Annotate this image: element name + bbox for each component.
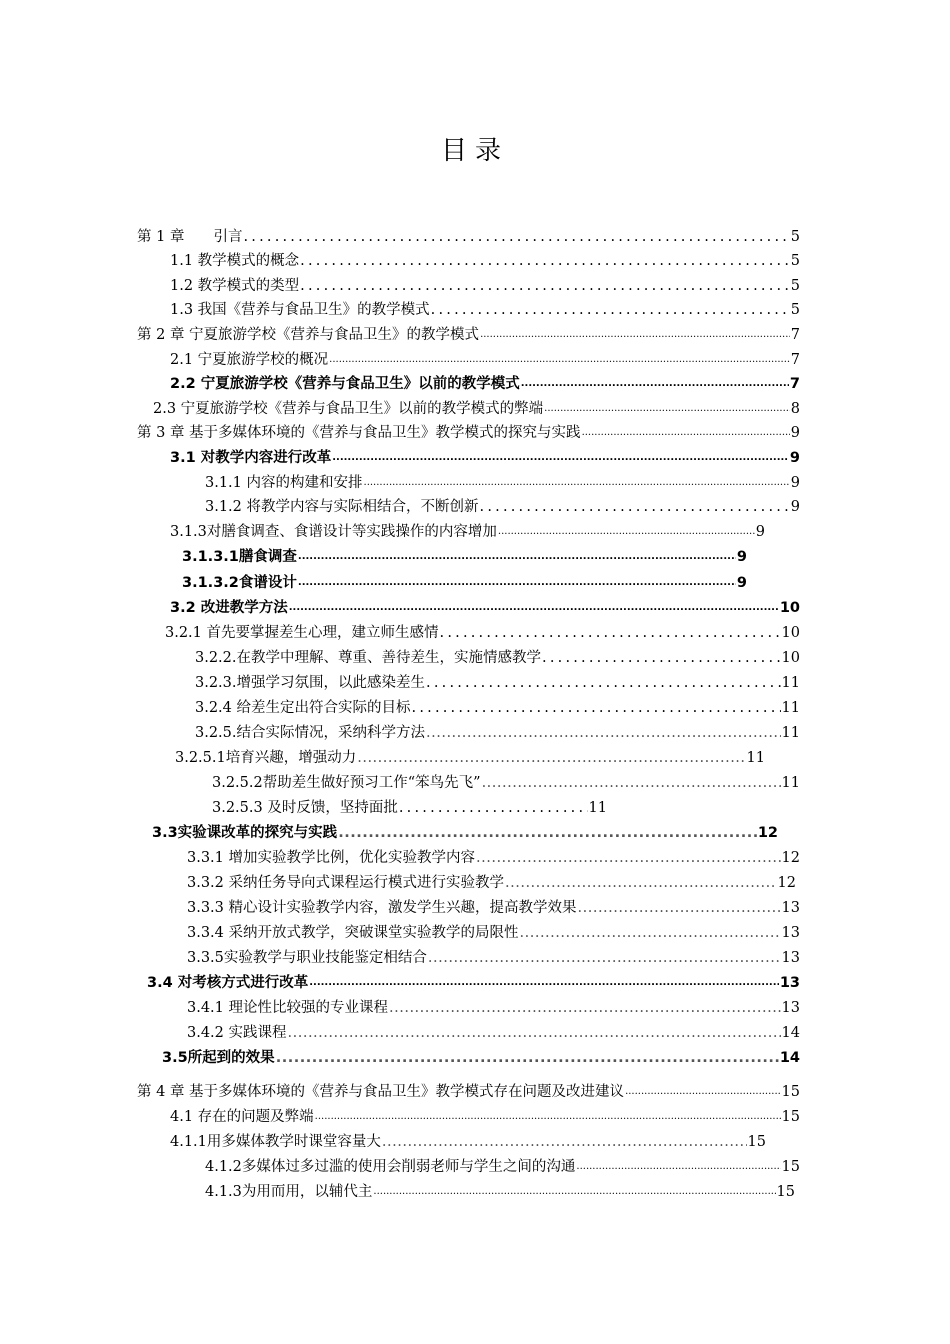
toc-entry-label: 3.2.3.增强学习氛围，以此感染差生 — [195, 675, 426, 691]
toc-entry-page: 15 — [776, 1184, 795, 1200]
toc-entry[interactable] — [187, 947, 800, 969]
toc-entry-page: 15 — [781, 1159, 800, 1175]
dot-leader — [582, 422, 790, 444]
toc-entry-page: 10 — [781, 625, 800, 641]
toc-entry[interactable] — [187, 1022, 800, 1044]
toc-entry[interactable] — [195, 697, 800, 719]
toc-entry[interactable] — [170, 1106, 800, 1128]
toc-entry-label: 3.2.1 首先要掌握差生心理，建立师生感情 — [165, 625, 439, 641]
dot-leader — [544, 398, 790, 420]
toc-entry-label: 3.1.1 内容的构建和安排 — [205, 475, 363, 491]
toc-entry-page: 11 — [781, 700, 800, 716]
toc-entry-label: 4.1.3为用而用，以辅代主 — [205, 1184, 373, 1200]
toc-entry-page: 5 — [790, 278, 800, 294]
dot-leader — [498, 521, 755, 543]
toc-entry-label: 3.2.5.2帮助差生做好预习工作“笨鸟先飞” — [212, 775, 481, 791]
toc-entry-page: 9 — [790, 425, 800, 441]
toc-entry-label: 3.5所起到的效果 — [162, 1050, 275, 1066]
toc-entry[interactable] — [170, 299, 800, 321]
toc-entry-page: 11 — [746, 750, 765, 766]
toc-entry-label: 1.1 教学模式的概念 — [170, 253, 300, 269]
toc-entry-label: 1.2 教学模式的类型 — [170, 278, 300, 294]
toc-entry-page: 13 — [781, 900, 800, 916]
toc-entry[interactable] — [205, 1156, 800, 1178]
dot-leader — [364, 472, 790, 494]
toc-entry-label: 3.2.4 给差生定出符合实际的目标 — [195, 700, 411, 716]
dot-leader — [300, 250, 790, 272]
toc-entry[interactable] — [153, 398, 800, 420]
toc-entry-page: 13 — [781, 925, 800, 941]
toc-entry-label: 3.2.2.在教学中理解、尊重、善待差生，实施情感教学 — [195, 650, 542, 666]
toc-entry-page: 7 — [790, 352, 800, 368]
toc-entry[interactable] — [182, 546, 747, 568]
dot-leader — [289, 597, 779, 619]
dot-leader — [309, 972, 779, 994]
dot-leader — [576, 1156, 780, 1178]
toc-entry-page: 8 — [790, 401, 800, 417]
toc-entry-label: 4.1.1用多媒体教学时课堂容量大 — [170, 1134, 381, 1150]
toc-entry-label: 3.1.3对膳食调查、食谱设计等实践操作的内容增加 — [170, 524, 497, 540]
toc-entry-label: 3.2.5.结合实际情况，采纳科学方法 — [195, 725, 426, 741]
toc-entry-label: 第 3 章 基于多媒体环境的《营养与食品卫生》教学模式的探究与实践 — [137, 425, 581, 441]
dot-leader — [315, 1106, 781, 1128]
dot-leader — [288, 1022, 781, 1044]
toc-entry[interactable] — [187, 847, 800, 869]
toc-entry-label: 3.2.5.3 及时反馈，坚持面批 — [212, 800, 398, 816]
toc-entry[interactable] — [212, 797, 607, 819]
dot-leader — [298, 546, 736, 568]
toc-entry[interactable] — [170, 1131, 766, 1153]
toc-entry-page: 7 — [789, 376, 800, 392]
toc-entry-label: 2.3 宁夏旅游学校《营养与食品卫生》以前的教学模式的弊端 — [153, 401, 544, 417]
toc-entry-page: 13 — [781, 950, 800, 966]
toc-entry-page: 5 — [790, 302, 800, 318]
toc-entry-page: 10 — [781, 650, 800, 666]
toc-entry-page: 9 — [736, 575, 747, 591]
toc-entry-page: 12 — [781, 850, 800, 866]
toc-entry-page: 15 — [781, 1084, 800, 1100]
toc-entry[interactable] — [195, 647, 800, 669]
dot-leader — [332, 447, 789, 469]
dot-leader — [298, 572, 736, 594]
toc-entry[interactable] — [195, 672, 800, 694]
toc-entry-page: 15 — [781, 1109, 800, 1125]
toc-entry[interactable] — [195, 722, 800, 744]
toc-entry-page: 7 — [790, 327, 800, 343]
toc-entry-page: 12 — [777, 875, 796, 891]
toc-entry-label: 3.1.3.1膳食调查 — [182, 549, 297, 565]
dot-leader — [431, 299, 790, 321]
toc-entry-label: 3.3.4 采纳开放式教学，突破课堂实验教学的局限性 — [187, 925, 519, 941]
toc-entry-label: 3.3.5实验教学与职业技能鉴定相结合 — [187, 950, 427, 966]
dot-leader — [505, 872, 777, 894]
toc-entry-label: 第 4 章 基于多媒体环境的《营养与食品卫生》教学模式存在问题及改进建议 — [137, 1084, 625, 1100]
toc-entry-page: 10 — [779, 600, 800, 616]
toc-entry-page: 14 — [781, 1025, 800, 1041]
toc-entry[interactable] — [170, 373, 800, 395]
toc-entry[interactable] — [205, 472, 800, 494]
dot-leader — [578, 897, 781, 919]
dot-leader — [440, 622, 781, 644]
page-title: 目录 — [440, 136, 509, 166]
toc-entry[interactable] — [137, 226, 800, 248]
dot-leader — [542, 647, 781, 669]
toc-entry-label: 3.3.3 精心设计实验教学内容，激发学生兴趣，提高教学效果 — [187, 900, 577, 916]
toc-entry[interactable] — [152, 822, 778, 844]
toc-entry-page: 9 — [789, 450, 800, 466]
toc-entry[interactable] — [182, 572, 747, 594]
dot-leader — [389, 997, 781, 1019]
dot-leader — [476, 847, 781, 869]
toc-entry-label: 3.4.1 理论性比较强的专业课程 — [187, 1000, 389, 1016]
toc-entry[interactable] — [137, 324, 800, 346]
dot-leader — [373, 1181, 775, 1203]
toc-entry-label: 2.2 宁夏旅游学校《营养与食品卫生》以前的教学模式 — [170, 376, 520, 392]
dot-leader — [426, 722, 781, 744]
dot-leader — [521, 373, 789, 395]
toc-entry-label: 3.2.5.1培育兴趣，增强动力 — [175, 750, 357, 766]
toc-entry-label: 3.2 改进教学方法 — [170, 600, 288, 616]
toc-entry-page: 11 — [781, 675, 800, 691]
toc-entry-page: 14 — [779, 1050, 800, 1066]
toc-entry-label: 3.4.2 实践课程 — [187, 1025, 287, 1041]
toc-entry-page: 11 — [588, 800, 607, 816]
toc-entry[interactable] — [187, 922, 800, 944]
toc-entry-label: 3.1.2 将教学内容与实际相结合，不断创新 — [205, 499, 479, 515]
dot-leader — [399, 797, 588, 819]
dot-leader — [329, 349, 790, 371]
dot-leader — [412, 697, 781, 719]
toc-entry[interactable] — [187, 897, 800, 919]
toc-entry-page: 5 — [790, 229, 800, 245]
toc-entry-label: 3.4 对考核方式进行改革 — [147, 975, 309, 991]
toc-entry-label: 第 2 章 宁夏旅游学校《营养与食品卫生》的教学模式 — [137, 327, 480, 343]
toc-entry[interactable] — [170, 250, 800, 272]
toc-entry-label: 3.1.3.2食谱设计 — [182, 575, 297, 591]
dot-leader — [338, 822, 757, 844]
toc-entry[interactable] — [187, 872, 796, 894]
toc-entry[interactable] — [170, 275, 800, 297]
toc-entry-label: 第 1 章 引言 — [137, 229, 243, 245]
dot-leader — [480, 324, 790, 346]
dot-leader — [382, 1131, 747, 1153]
dot-leader — [625, 1081, 780, 1103]
toc-entry[interactable] — [170, 597, 800, 619]
toc-entry-label: 3.1 对教学内容进行改革 — [170, 450, 332, 466]
toc-entry-page: 11 — [781, 725, 800, 741]
toc-entry[interactable] — [165, 622, 800, 644]
toc-entry-label: 4.1.2多媒体过多过滥的使用会削弱老师与学生之间的沟通 — [205, 1159, 576, 1175]
toc-entry-label: 3.3实验课改革的探究与实践 — [152, 825, 338, 841]
toc-entry[interactable] — [205, 1181, 795, 1203]
dot-leader — [426, 672, 781, 694]
dot-leader — [482, 772, 781, 794]
toc-entry[interactable] — [170, 521, 765, 543]
toc-entry[interactable] — [137, 1081, 800, 1103]
toc-entry-page: 9 — [790, 499, 800, 515]
dot-leader — [276, 1047, 779, 1069]
toc-entry-page: 9 — [755, 524, 765, 540]
toc-entry-page: 9 — [736, 549, 747, 565]
dot-leader — [428, 947, 781, 969]
toc-entry[interactable] — [175, 747, 765, 769]
toc-entry[interactable] — [212, 772, 800, 794]
toc-entry-page: 9 — [790, 475, 800, 491]
toc-entry-page: 13 — [779, 975, 800, 991]
toc-entry-label: 1.3 我国《营养与食品卫生》的教学模式 — [170, 302, 430, 318]
toc-entry[interactable] — [187, 997, 800, 1019]
toc-entry[interactable] — [162, 1047, 800, 1069]
toc-entry-page: 12 — [757, 825, 778, 841]
toc-entry-label: 3.3.1 增加实验教学比例，优化实验教学内容 — [187, 850, 476, 866]
dot-leader — [520, 922, 781, 944]
toc-entry-page: 13 — [781, 1000, 800, 1016]
toc-entry[interactable] — [137, 422, 800, 444]
toc-entry-label: 4.1 存在的问题及弊端 — [170, 1109, 314, 1125]
toc-entry[interactable] — [205, 496, 800, 518]
dot-leader — [300, 275, 790, 297]
toc-entry-label: 3.3.2 采纳任务导向式课程运行模式进行实验教学 — [187, 875, 505, 891]
dot-leader — [357, 747, 745, 769]
toc-entry-page: 11 — [781, 775, 800, 791]
dot-leader — [480, 496, 790, 518]
toc-entry-page: 15 — [747, 1134, 766, 1150]
toc-entry[interactable] — [170, 349, 800, 371]
toc-entry[interactable] — [170, 447, 800, 469]
toc-entry-page: 5 — [790, 253, 800, 269]
dot-leader — [243, 226, 789, 248]
toc-entry[interactable] — [147, 972, 800, 994]
toc-entry-label: 2.1 宁夏旅游学校的概况 — [170, 352, 329, 368]
